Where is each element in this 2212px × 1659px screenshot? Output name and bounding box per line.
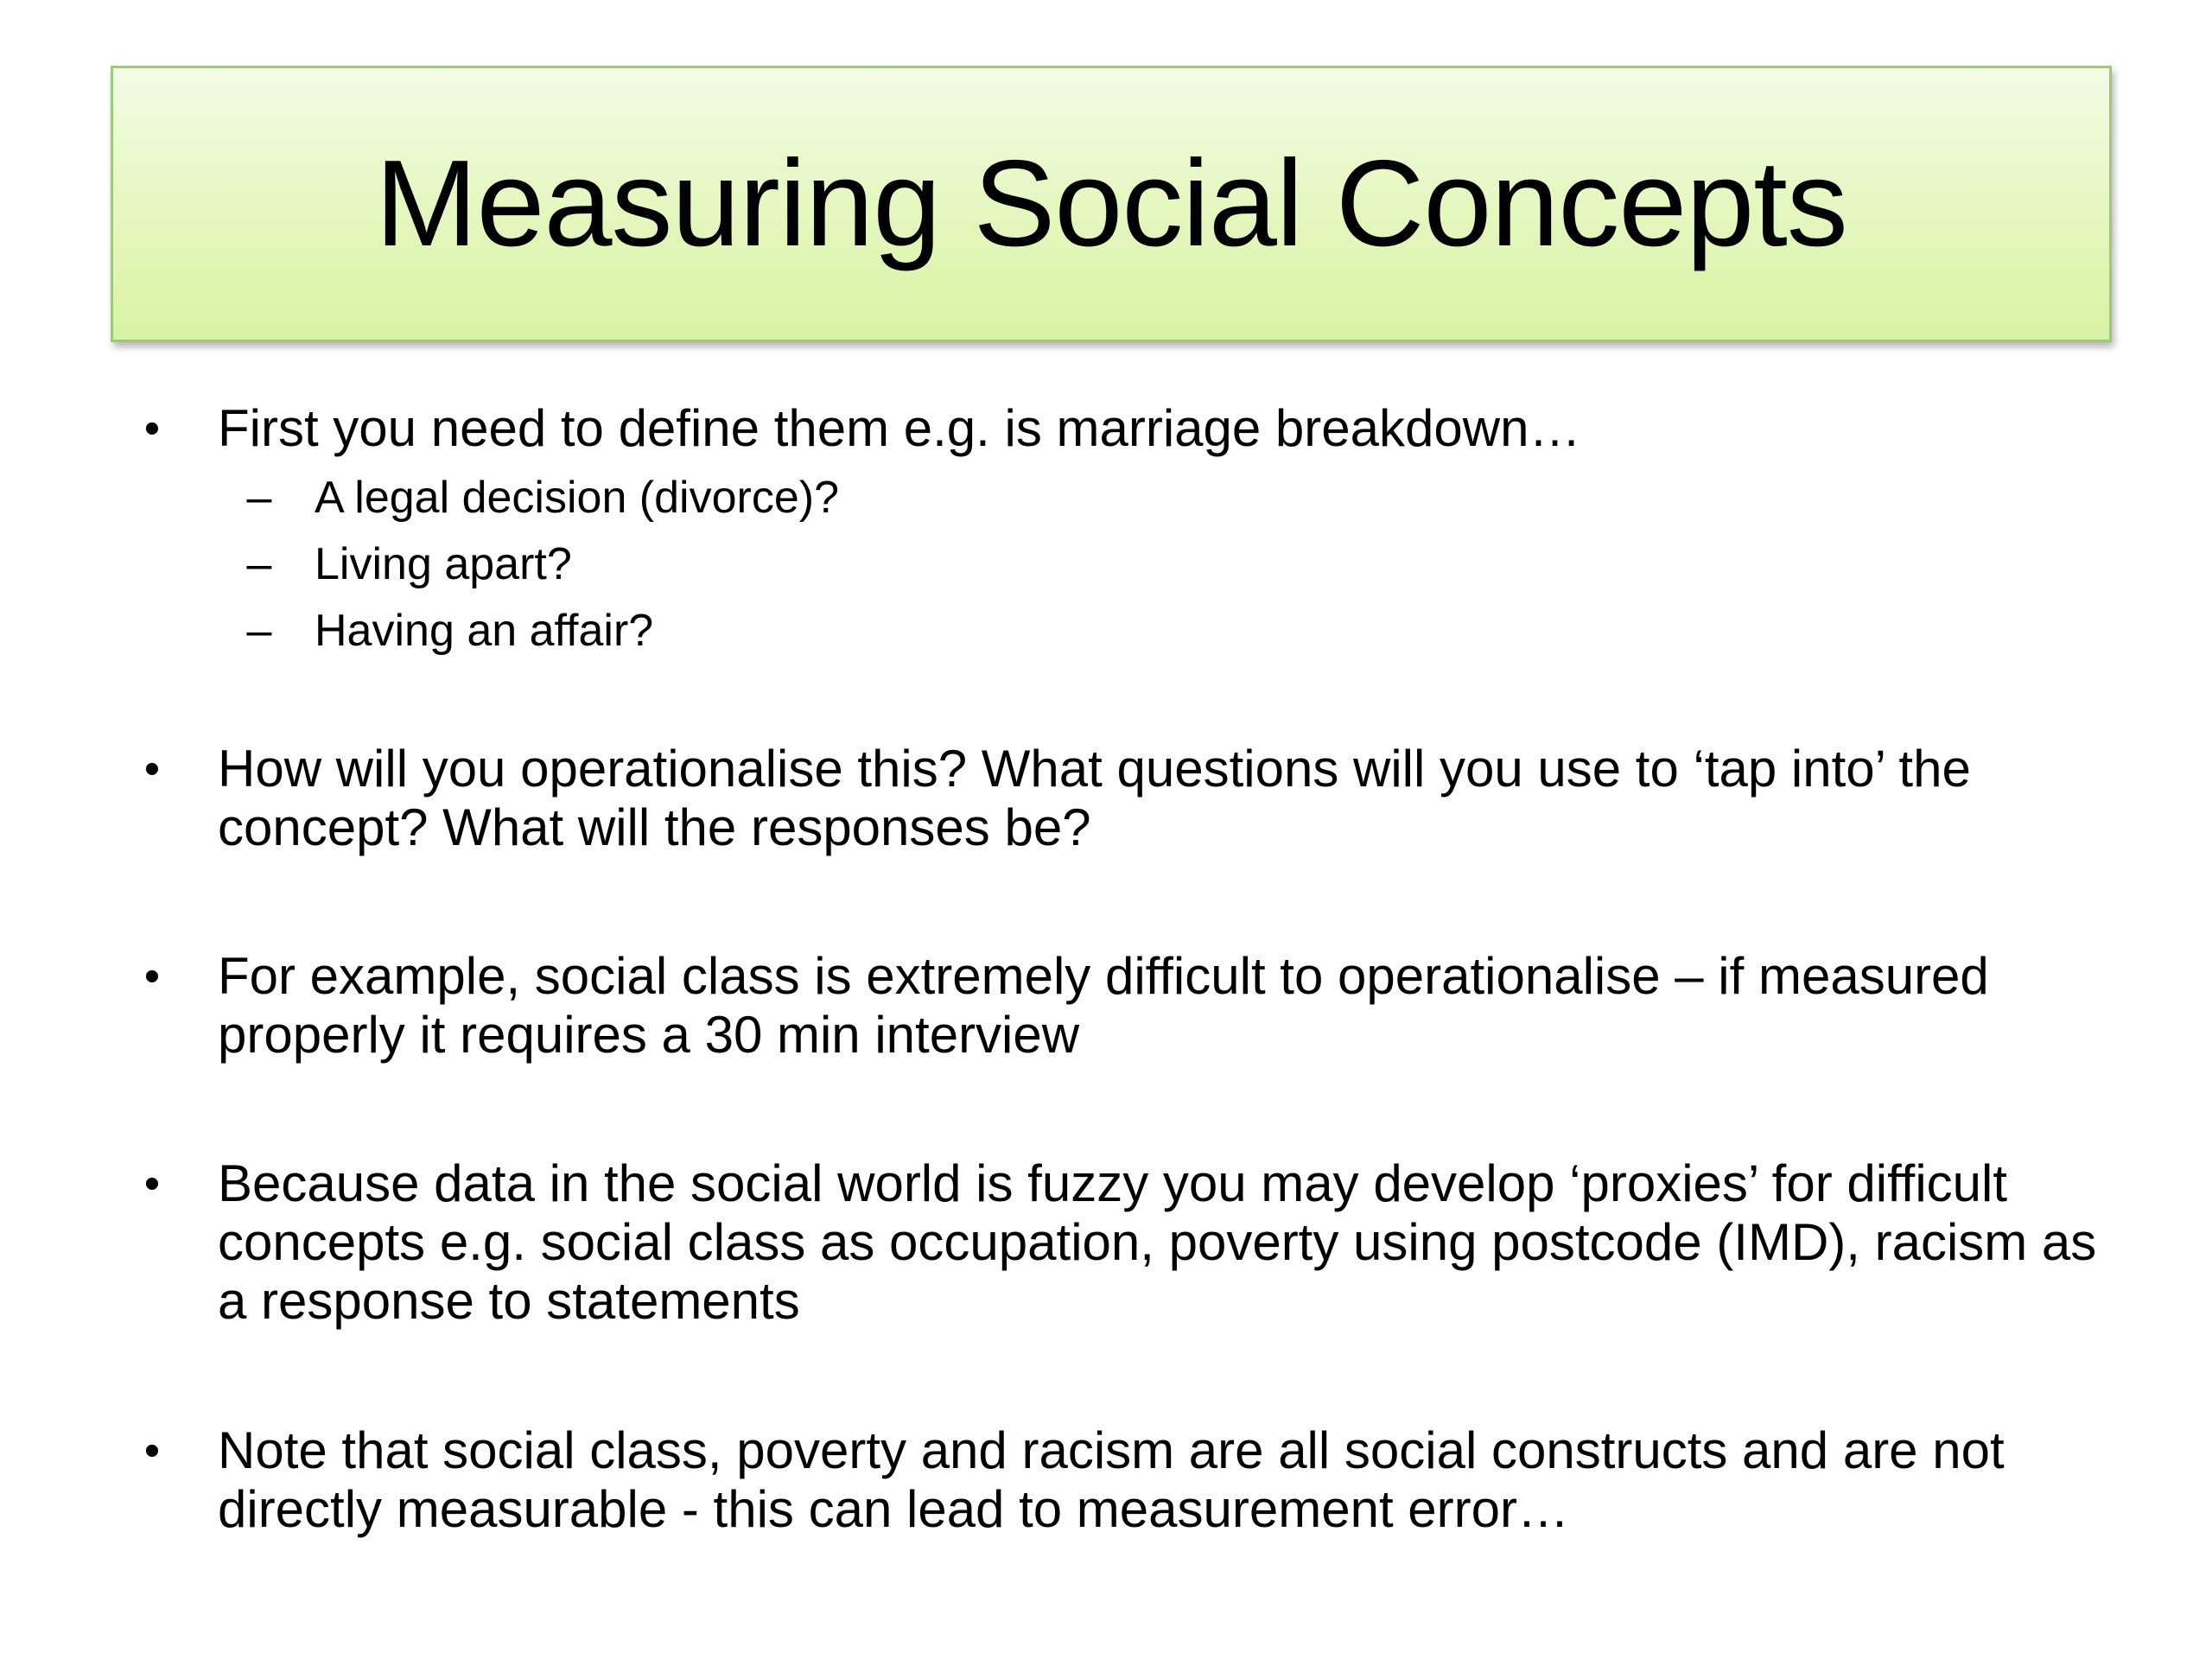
sub-item-text-1: A legal decision (divorce)? — [315, 473, 839, 523]
bullet-text-4: Because data in the social world is fuzzy you may develop ‘proxies’ for difficult concepts e.g. social class as occupation, poverty using postcode (IMD), racism as a response to statements — [218, 1154, 2097, 1330]
sub-item-2 — [246, 537, 1870, 591]
bullet-dot-icon: • — [143, 1159, 161, 1209]
bullet-item-2 — [143, 740, 2101, 857]
bullet-text-1: First you need to define them e.g. is marriage breakdown… — [218, 399, 1581, 457]
dash-icon: – — [246, 606, 272, 656]
bullet-item-1 — [143, 399, 2101, 458]
sub-item-text-2: Living apart? — [315, 539, 572, 589]
bullet-item-5 — [143, 1421, 2101, 1539]
bullet-text-5: Note that social class, poverty and racism are all social constructs and are not directly measurable - this can lead to measurement error… — [218, 1421, 2005, 1538]
sub-item-text-3: Having an affair? — [315, 606, 654, 656]
bullet-dot-icon: • — [143, 404, 161, 454]
dash-icon: – — [246, 473, 272, 523]
slide-title: Measuring Social Concepts — [375, 135, 1847, 272]
bullet-text-3: For example, social class is extremely difficult to operationalise – if measured properly it requires a 30 min interview — [218, 947, 1989, 1064]
sub-item-3 — [246, 604, 1870, 658]
bullet-item-4 — [143, 1154, 2101, 1331]
sub-item-1 — [246, 471, 1870, 524]
dash-icon: – — [246, 539, 272, 589]
bullet-text-2: How will you operationalise this? What questions will you use to ‘tap into’ the concept? What will the responses be? — [218, 740, 1971, 856]
bullet-item-3 — [143, 947, 2101, 1065]
bullet-dot-icon: • — [143, 744, 161, 794]
bullet-dot-icon: • — [143, 1426, 161, 1476]
bullet-dot-icon: • — [143, 951, 161, 1001]
